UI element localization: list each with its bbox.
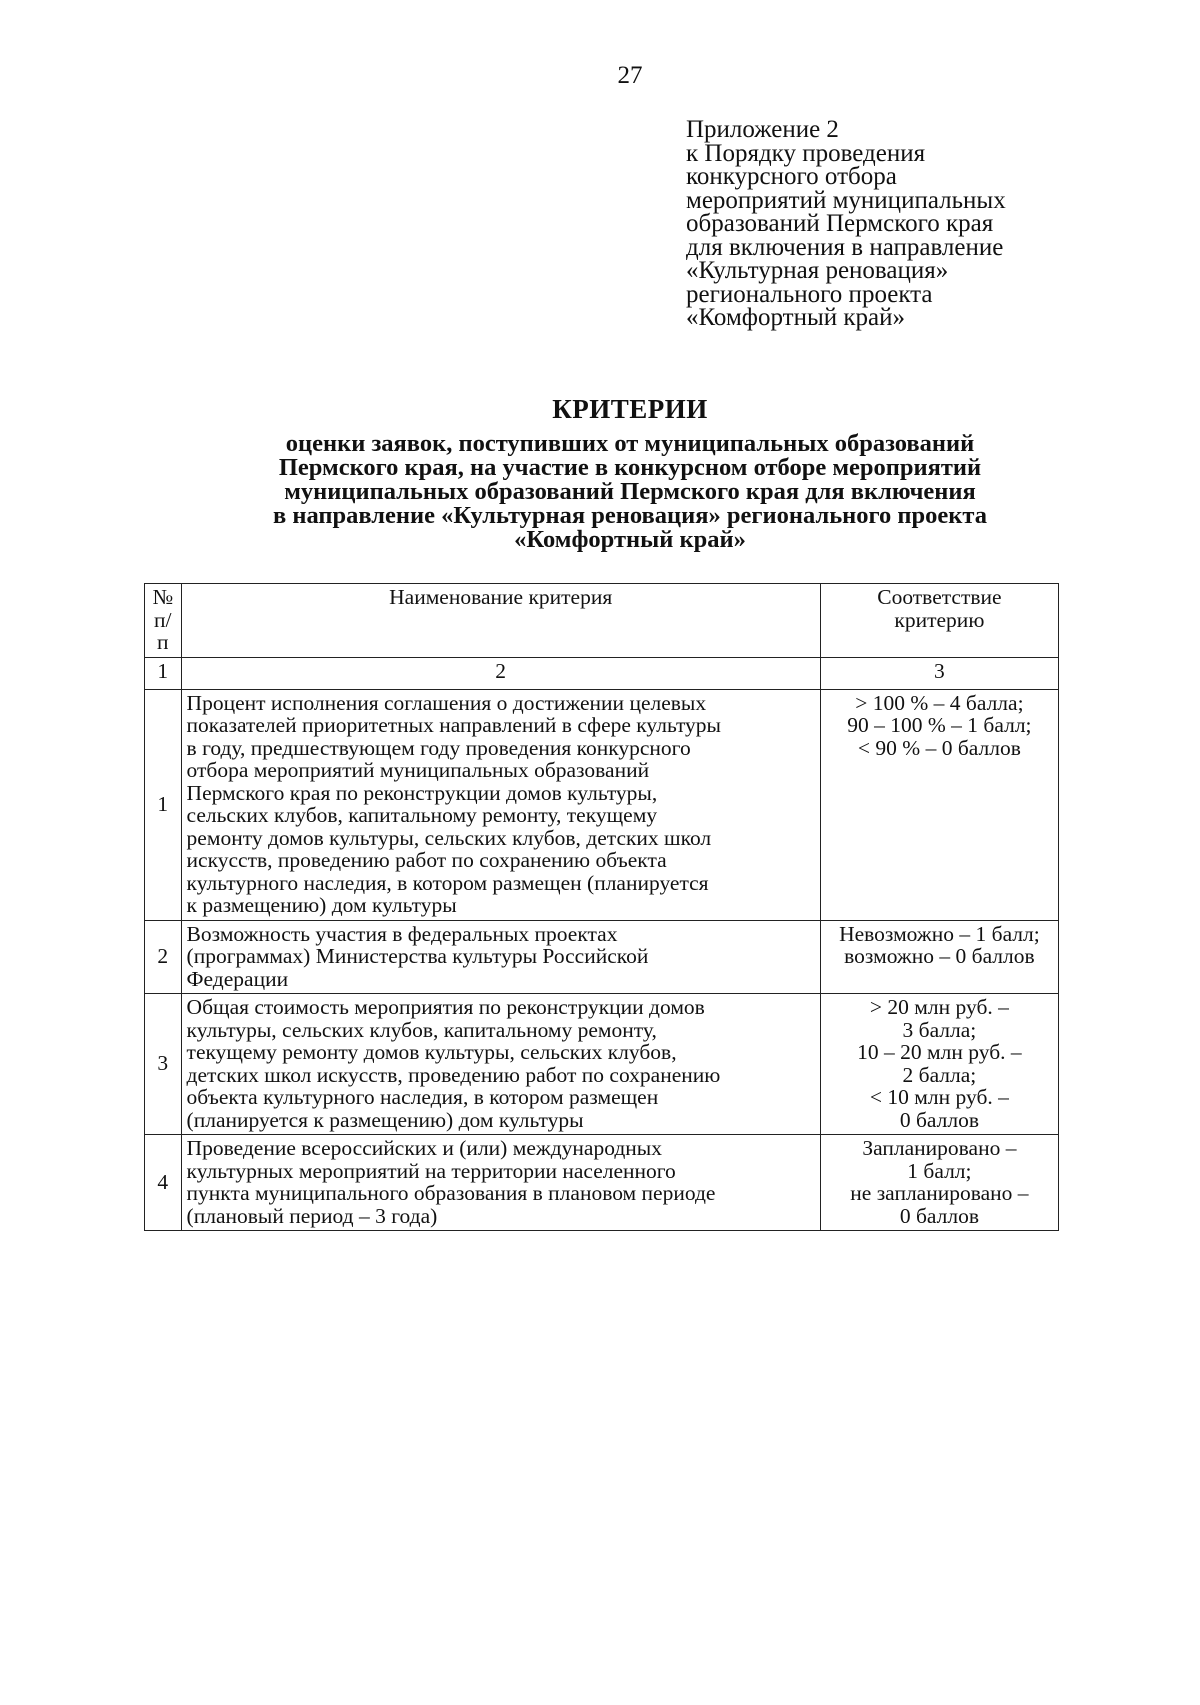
appendix-line: «Культурная реновация» bbox=[686, 257, 949, 284]
appendix-line: Приложение 2 bbox=[686, 116, 839, 143]
page-number: 27 bbox=[617, 62, 643, 89]
table-row bbox=[145, 920, 1059, 994]
row-score bbox=[820, 689, 1058, 920]
row-criterion bbox=[181, 994, 820, 1135]
row-num: 4 bbox=[145, 1135, 182, 1231]
criterion-line: в году, предшествующем году проведения конкурсного bbox=[186, 735, 691, 760]
appendix-line: для включения в направление bbox=[686, 233, 1004, 261]
table-index-row bbox=[145, 657, 1059, 689]
appendix-line: к Порядку проведения bbox=[686, 139, 926, 167]
table-row bbox=[145, 1135, 1059, 1231]
score-line: 0 баллов bbox=[899, 1107, 979, 1132]
header-score-line: критерию bbox=[894, 607, 985, 632]
criterion-line: Проведение всероссийских и (или) международных bbox=[186, 1136, 662, 1160]
row-criterion bbox=[181, 920, 820, 994]
score-line: < 90 % – 0 баллов bbox=[857, 735, 1021, 760]
appendix-line: мероприятий муниципальных bbox=[686, 186, 1006, 214]
header-num bbox=[145, 584, 182, 658]
row-criterion bbox=[181, 1135, 820, 1231]
criterion-line: Возможность участия в федеральных проектах bbox=[186, 921, 618, 946]
document-subtitle bbox=[160, 432, 1100, 552]
score-line: > 100 % – 4 балла; bbox=[855, 690, 1024, 715]
criterion-line: культурных мероприятий на территории населенного bbox=[186, 1158, 676, 1183]
criterion-line: ремонту домов культуры, сельских клубов, детских школ bbox=[186, 825, 712, 850]
subtitle-line: Пермского края, на участие в конкурсном отборе мероприятий bbox=[278, 454, 982, 481]
criterion-line: детских школ искусств, проведению работ по сохранению bbox=[186, 1062, 721, 1087]
criterion-line: сельских клубов, капитальному ремонту, текущему bbox=[186, 803, 658, 827]
score-line: возможно – 0 баллов bbox=[844, 944, 1035, 968]
criterion-line: к размещению) дом культуры bbox=[186, 893, 457, 917]
criterion-line: Процент исполнения соглашения о достижении целевых bbox=[186, 690, 707, 715]
criterion-line: отбора мероприятий муниципальных образований bbox=[186, 758, 650, 782]
score-line: Невозможно – 1 балл; bbox=[839, 921, 1040, 946]
criterion-line: (планируется к размещению) дом культуры bbox=[186, 1107, 584, 1132]
criterion-line: пункта муниципального образования в плановом периоде bbox=[186, 1181, 716, 1205]
criterion-line: показателей приоритетных направлений в сфере культуры bbox=[186, 713, 722, 737]
criterion-line: (плановый период – 3 года) bbox=[186, 1203, 438, 1228]
subtitle-line: оценки заявок, поступивших от муниципальных образований bbox=[285, 430, 975, 457]
criterion-line: культуры, сельских клубов, капитальному ремонту, bbox=[186, 1017, 657, 1042]
row-criterion bbox=[181, 689, 820, 920]
subtitle-line: муниципальных образований Пермского края для включения bbox=[284, 478, 976, 505]
table-header-row bbox=[145, 584, 1059, 658]
score-line: 90 – 100 % – 1 балл; bbox=[847, 713, 1032, 737]
score-line: 10 – 20 млн руб. – bbox=[857, 1040, 1022, 1064]
score-line: 0 баллов bbox=[899, 1203, 979, 1228]
criterion-line: культурного наследия, в котором размещен (планируется bbox=[186, 870, 709, 895]
appendix-line: конкурсного отбора bbox=[686, 163, 897, 190]
row-num: 3 bbox=[145, 994, 182, 1135]
score-line: Запланировано – bbox=[862, 1136, 1017, 1160]
criterion-line: Пермского края по реконструкции домов культуры, bbox=[186, 780, 658, 805]
subtitle-line: в направление «Культурная реновация» регионального проекта bbox=[273, 502, 987, 529]
row-score bbox=[820, 994, 1058, 1135]
score-line: < 10 млн руб. – bbox=[869, 1085, 1009, 1109]
criterion-line: Федерации bbox=[186, 966, 289, 991]
header-score-line: Соответствие bbox=[877, 585, 1002, 609]
appendix-line: регионального проекта bbox=[686, 280, 933, 308]
score-line: 2 балла; bbox=[902, 1062, 977, 1087]
column-index: 3 bbox=[820, 657, 1058, 689]
header-name: Наименование критерия bbox=[181, 584, 820, 658]
column-index: 2 bbox=[181, 657, 820, 689]
appendix-line: образований Пермского края bbox=[686, 210, 994, 237]
score-line: 3 балла; bbox=[902, 1017, 977, 1042]
criterion-line: объекта культурного наследия, в котором размещен bbox=[186, 1085, 659, 1109]
table-row bbox=[145, 689, 1059, 920]
column-index: 1 bbox=[145, 657, 182, 689]
appendix-note bbox=[686, 118, 1106, 330]
row-score bbox=[820, 920, 1058, 994]
subtitle-line: «Комфортный край» bbox=[514, 526, 746, 553]
table-row bbox=[145, 994, 1059, 1135]
document-title: КРИТЕРИИ bbox=[552, 394, 708, 424]
criterion-line: (программах) Министерства культуры Российской bbox=[186, 944, 649, 968]
score-line: не запланировано – bbox=[850, 1181, 1029, 1205]
criterion-line: искусств, проведению работ по сохранению объекта bbox=[186, 848, 667, 872]
score-line: > 20 млн руб. – bbox=[869, 995, 1009, 1019]
appendix-line: «Комфортный край» bbox=[686, 304, 905, 331]
score-line: 1 балл; bbox=[907, 1158, 972, 1183]
row-score bbox=[820, 1135, 1058, 1231]
criterion-line: Общая стоимость мероприятия по реконструкции домов bbox=[186, 995, 705, 1019]
header-num-line: № bbox=[152, 585, 174, 609]
criteria-table bbox=[144, 583, 1059, 1231]
row-num: 2 bbox=[145, 920, 182, 994]
header-num-line: п/п bbox=[154, 607, 172, 654]
criterion-line: текущему ремонту домов культуры, сельских клубов, bbox=[186, 1040, 677, 1064]
header-score bbox=[820, 584, 1058, 658]
row-num: 1 bbox=[145, 689, 182, 920]
